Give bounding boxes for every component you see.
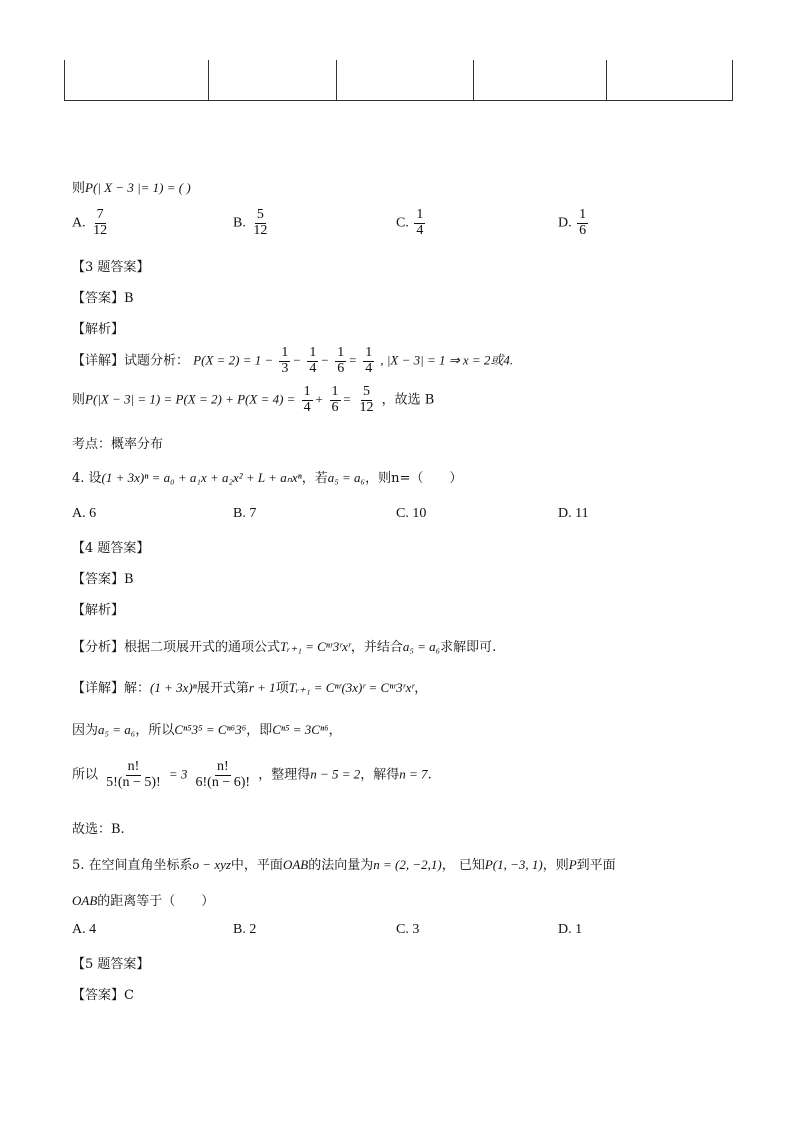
q4-because: 因为a₅ = a₆，所以Cⁿ⁵3⁵ = Cⁿ⁶3⁶，即Cⁿ⁵ = 3Cⁿ⁶，: [72, 722, 342, 738]
q5-stem: 5. 在空间直角坐标系o − xyz中，平面OAB的法向量为n = (2, −2,1)， 已知P(1, −3, 1)，则P到平面: [72, 857, 616, 873]
table-cell: [337, 60, 474, 101]
q4-stem: 4. 设(1 + 3x)ⁿ = a₀ + a₁x + a₂x² + L + aₙxⁿ，若a₅ = a₆，则n=（ ）: [72, 470, 463, 486]
table-cell: [209, 60, 337, 101]
q4-option-c: C. 10: [396, 506, 427, 521]
q3-stem-math: P(| X − 3 |= 1) = ( ): [85, 180, 191, 195]
table-cell: [65, 60, 209, 101]
q4-conclusion: 故选：B.: [72, 822, 125, 837]
q3-option-a: A. $\frac{7}{12}$: [72, 207, 108, 238]
q4-answer-header: 【4 题答案】: [72, 541, 150, 556]
q5-answer: 【答案】C: [72, 988, 134, 1003]
table-cell: [607, 60, 733, 101]
q5-option-d: D. 1: [558, 922, 583, 937]
q4-so: 所以 $\frac{n!}{5!(n - 5)!}$ = 3 $\frac{n!}{6!(n - 6)!}$ ，整理得n − 5 = 2，解得n = 7.: [72, 759, 432, 790]
q4-option-a: A. 6: [72, 506, 97, 521]
table-cell: [474, 60, 607, 101]
q5-option-a: A. 4: [72, 922, 97, 937]
q4-detail: 【详解】解：(1 + 3x)ⁿ展开式第r + 1项Tᵣ₊₁ = Cⁿʳ(3x)ʳ = Cⁿʳ3ʳxʳ，: [72, 680, 428, 696]
q5-option-b: B. 2: [233, 922, 257, 937]
q3-kaodian: 考点：概率分布: [72, 437, 164, 452]
q3-answer: 【答案】B: [72, 291, 134, 306]
q3-analysis-header: 【解析】: [72, 322, 125, 337]
q3-option-b: B. $\frac{5}{12}$: [233, 207, 268, 238]
q5-stem-line2: OAB的距离等于（ ）: [72, 893, 215, 909]
q5-answer-header: 【5 题答案】: [72, 957, 150, 972]
q4-fenxi: 【分析】根据二项展开式的通项公式Tᵣ₊₁ = Cⁿʳ3ʳxʳ，并结合a₅ = a₆求解即可.: [72, 639, 497, 655]
q3-answer-header: 【3 题答案】: [72, 260, 150, 275]
q3-stem: [72, 177, 191, 196]
q4-analysis-header: 【解析】: [72, 603, 125, 618]
q5-option-c: C. 3: [396, 922, 420, 937]
q4-answer: 【答案】B: [72, 572, 134, 587]
q3-detail-line: 【详解】试题分析： P(X = 2) = 1 − $\frac{1}{3}$ − $\frac{1}{4}$ − $\frac{1}{6}$ = $\frac{1}{4}$ , |X − 3| = 1 ⇒ x = 2或4.: [72, 345, 514, 376]
top-table: [64, 60, 733, 101]
q3-conclusion-line: 则P(|X − 3| = 1) = P(X = 2) + P(X = 4) = $\frac{1}{4}$ + $\frac{1}{6}$ = $\frac{5}{12}$ ，故选 B: [72, 384, 435, 415]
q3-option-d: D. $\frac{1}{6}$: [558, 207, 587, 238]
q4-option-d: D. 11: [558, 506, 589, 521]
q3-option-c: C. $\frac{1}{4}$: [396, 207, 424, 238]
q4-option-b: B. 7: [233, 506, 257, 521]
q3-stem-prefix: 则: [72, 181, 86, 196]
